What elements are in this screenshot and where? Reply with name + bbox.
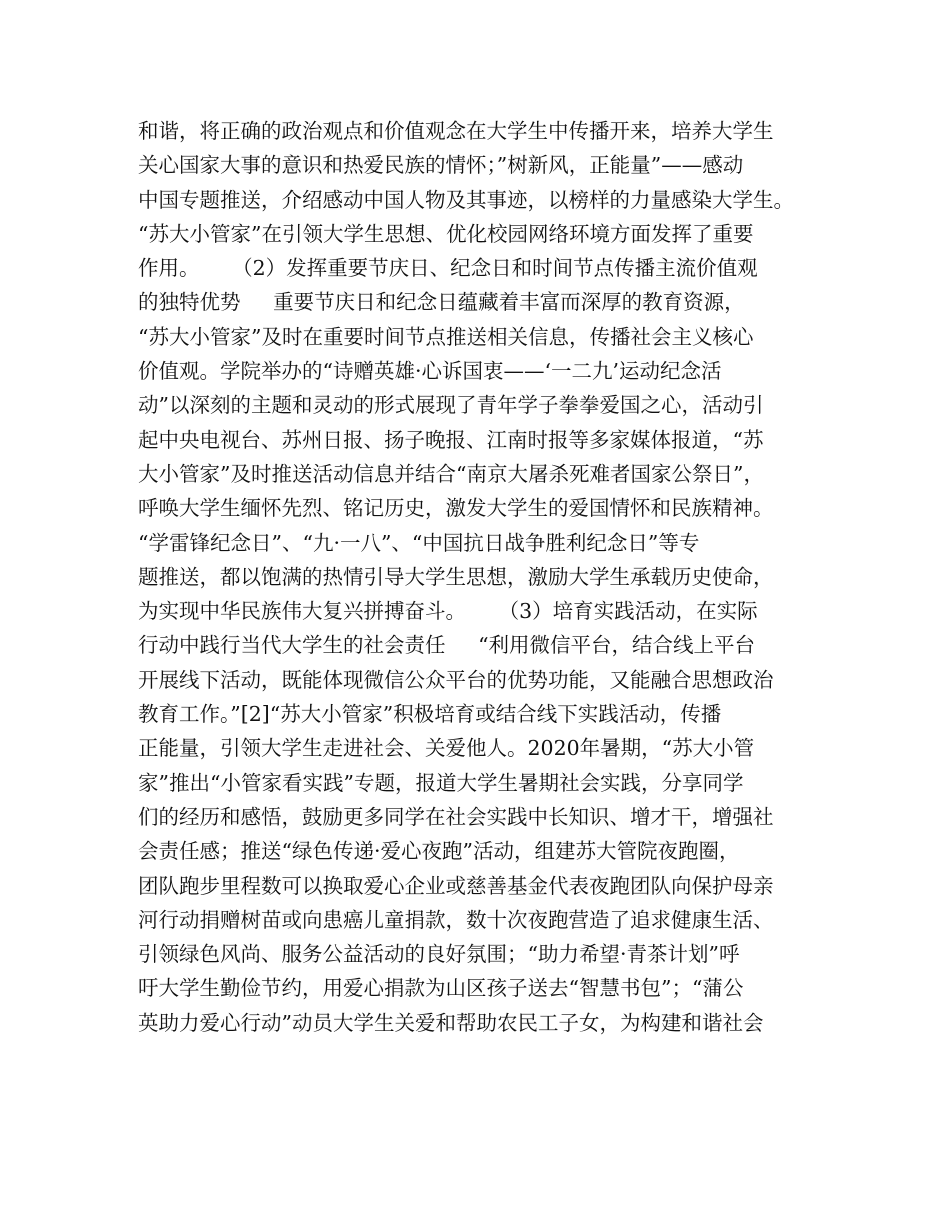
text-line: 和谐，将正确的政治观点和价值观念在大学生中传播开来，培养大学生 [138,119,774,143]
text-line: 行动中践行当代大学生的社会责任 “利用微信平台，结合线上平台 [138,633,756,658]
text-line: 家”推出“小管家看实践”专题，报道大学生暑期社会实践，分享同学 [138,770,744,795]
text-line: 河行动捐赠树苗或向患癌儿童捐款，数十次夜跑营造了追求健康生活、 [138,907,774,932]
text-line: 吁大学生勤俭节约，用爱心捐款为山区孩子送去“智慧书包”；“蒲公 [138,976,744,1001]
text-line: 们的经历和感悟，鼓励更多同学在社会实践中长知识、增才干，增强社 [138,804,774,829]
text-line: 的独特优势 重要节庆日和纪念日蕴藏着丰富而深厚的教育资源， [138,290,745,315]
text-line: “学雷锋纪念日”、“九·一八”、“中国抗日战争胜利纪念日”等专 [138,530,700,555]
text-line: 大小管家”及时推送活动信息并结合“南京大屠杀死难者国家公祭日”， [138,461,764,486]
text-line: 引领绿色风尚、服务公益活动的良好氛围；“助力希望·青茶计划”呼 [138,942,740,967]
text-line: 正能量，引领大学生走进社会、关爱他人。2020年暑期，“苏大小管 [138,736,755,761]
body-text [138,114,838,1040]
text-line: 为实现中华民族伟大复兴拼搏奋斗。 （3）培育实践活动，在实际 [138,599,758,624]
text-line: 教育工作。”[2]“苏大小管家”积极培育或结合线下实践活动，传播 [138,702,722,727]
text-line: 价值观。学院举办的“诗赠英雄·心诉国衷——‘一二九’运动纪念活 [138,359,722,384]
text-line: 起中央电视台、苏州日报、扬子晚报、江南时报等多家媒体报道，“苏 [138,427,764,452]
text-line: 英助力爱心行动”动员大学生关爱和帮助农民工子女，为构建和谐社会 [138,1010,764,1035]
text-line: 题推送，都以饱满的热情引导大学生思想，激励大学生承载历史使命， [138,564,774,589]
text-line: 中国专题推送，介绍感动中国人物及其事迹，以榜样的力量感染大学生。 [138,187,794,212]
text-line: 动”以深刻的主题和灵动的形式展现了青年学子拳拳爱国之心，活动引 [138,393,764,418]
text-line: 团队跑步里程数可以换取爱心企业或慈善基金代表夜跑团队向保护母亲 [138,873,774,898]
text-line: 作用。 （2）发挥重要节庆日、纪念日和时间节点传播主流价值观 [138,256,758,281]
text-line: “苏大小管家”及时在重要时间节点推送相关信息，传播社会主义核心 [138,324,754,349]
text-line: 关心国家大事的意识和热爱民族的情怀；”树新风，正能量”——感动 [138,153,744,178]
text-line: “苏大小管家”在引领大学生思想、优化校园网络环境方面发挥了重要 [138,221,754,246]
text-line: 会责任感；推送“绿色传递·爱心夜跑”活动，组建苏大管院夜跑圈， [138,839,740,864]
text-line: 开展线下活动，既能体现微信公众平台的优势功能，又能融合思想政治 [138,667,774,692]
text-line: 呼唤大学生缅怀先烈、铭记历史，激发大学生的爱国情怀和民族精神。 [138,496,774,521]
